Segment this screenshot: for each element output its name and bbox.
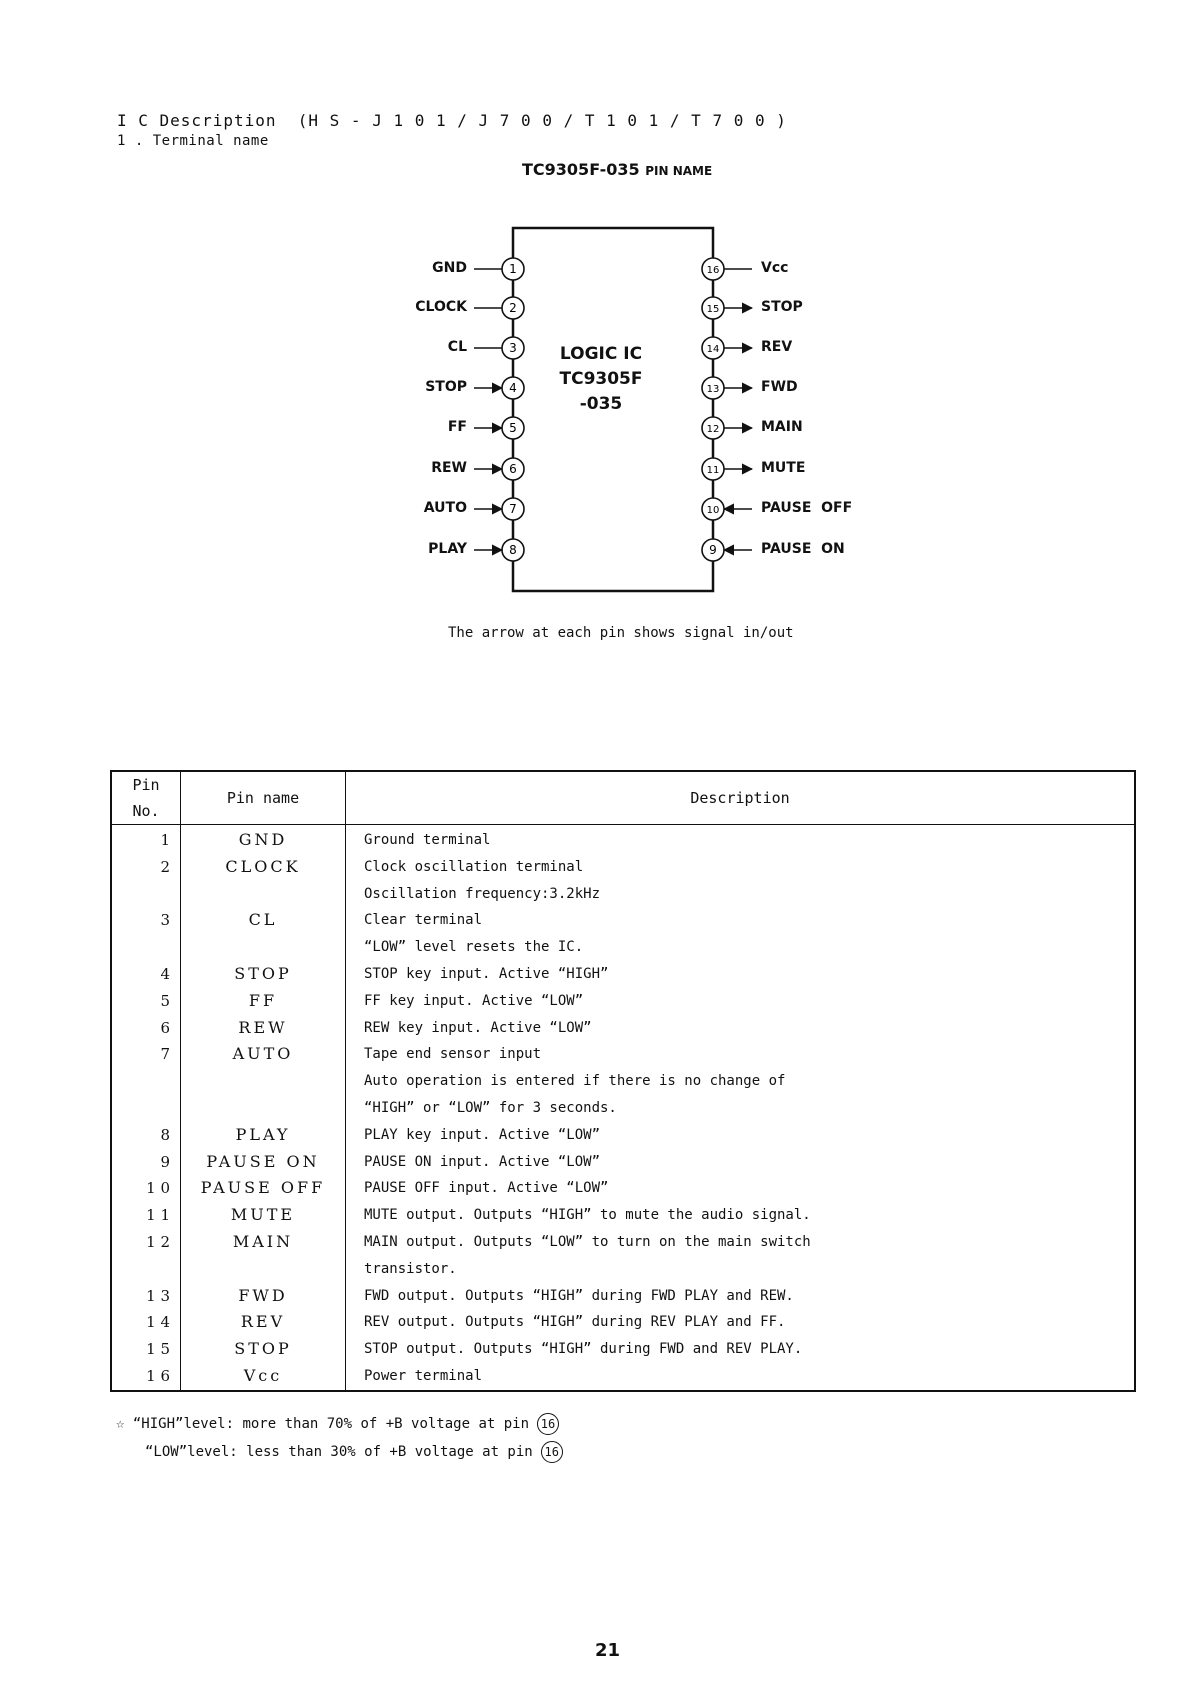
high-level-text: “HIGH”level: more than 70% of +B voltage at pin <box>132 1416 530 1432</box>
description-cell: MAIN output. Outputs “LOW” to turn on the main switch <box>364 1233 811 1250</box>
pin-name-cell <box>181 1068 346 1095</box>
pin-no-cell: 1 3 <box>111 1283 181 1310</box>
table-row <box>111 1122 1135 1149</box>
pin-label-gnd: GND <box>432 260 467 276</box>
diagram-title-main: TC9305F-035 <box>522 160 640 179</box>
table-row <box>111 988 1135 1015</box>
description-cell: PLAY key input. Active “LOW” <box>364 1126 601 1143</box>
pin-no-cell: 1 5 <box>111 1336 181 1363</box>
table-row <box>111 934 1135 961</box>
diagram-caption: The arrow at each pin shows signal in/out <box>448 625 794 641</box>
description-cell: Oscillation frequency:3.2kHz <box>364 885 601 902</box>
pin-name-cell <box>181 1256 346 1283</box>
table-row <box>111 1336 1135 1363</box>
table-row <box>111 1041 1135 1068</box>
description-cell: REV output. Outputs “HIGH” during REV PLAY and FF. <box>364 1314 786 1331</box>
pin-name-cell: CLOCK <box>181 854 346 881</box>
star-icon: ☆ <box>116 1416 125 1432</box>
pin-number-9: 9 <box>709 543 717 557</box>
description-cell: transistor. <box>364 1260 457 1277</box>
table-row <box>111 907 1135 934</box>
header-pin-no-line2: No. <box>132 802 160 820</box>
pin-label-stop: STOP <box>761 299 803 315</box>
table-row <box>111 1068 1135 1095</box>
description-cell: Clock oscillation terminal <box>364 858 584 875</box>
table-row <box>111 1309 1135 1336</box>
pin-number-4: 4 <box>509 381 517 395</box>
chip-label-line1: LOGIC IC <box>559 344 643 364</box>
pin-label-auto: AUTO <box>423 500 467 516</box>
table-row <box>111 825 1135 854</box>
pin-label-vcc: Vcc <box>761 260 789 276</box>
chip-label-line2: TC9305F <box>559 369 643 389</box>
pin-table <box>110 770 1136 1392</box>
pin-no-cell: 3 <box>111 907 181 934</box>
description-cell: MUTE output. Outputs “HIGH” to mute the audio signal. <box>364 1207 811 1224</box>
pin-number-15: 15 <box>706 304 720 315</box>
pin-no-cell <box>111 881 181 908</box>
table-row <box>111 1363 1135 1391</box>
description-cell: “LOW” level resets the IC. <box>364 939 584 956</box>
pin-label-ff: FF <box>447 419 467 435</box>
description-cell: “HIGH” or “LOW” for 3 seconds. <box>364 1099 617 1116</box>
pin-label-pause-on: PAUSE ON <box>761 541 845 557</box>
pin-label-pause-off: PAUSE OFF <box>761 500 853 516</box>
high-level-note <box>116 1413 559 1435</box>
pin-no-cell: 1 1 <box>111 1202 181 1229</box>
description-cell: Ground terminal <box>364 832 491 848</box>
pin-name-cell: FF <box>181 988 346 1015</box>
pin-label-rew: REW <box>431 460 467 476</box>
pin-label-play: PLAY <box>428 541 467 557</box>
table-row <box>111 1149 1135 1176</box>
header-pin-no-line1: Pin <box>132 776 160 794</box>
pin-number-2: 2 <box>509 301 517 315</box>
pin-name-cell: PAUSE OFF <box>181 1175 346 1202</box>
pin-label-cl: CL <box>447 339 467 355</box>
low-level-text: “LOW”level: less than 30% of +B voltage at pin <box>145 1444 533 1460</box>
pin-label-clock: CLOCK <box>415 299 467 315</box>
table-row <box>111 1256 1135 1283</box>
pin-no-cell: 1 4 <box>111 1309 181 1336</box>
pin-no-cell <box>111 1068 181 1095</box>
table-header-row <box>111 771 1135 825</box>
description-cell: Power terminal <box>364 1367 483 1384</box>
table-row <box>111 1095 1135 1122</box>
description-cell: Clear terminal <box>364 912 483 929</box>
pin-no-cell <box>111 934 181 961</box>
pin-name-cell: Vcc <box>181 1363 346 1391</box>
pin-name-cell: FWD <box>181 1283 346 1310</box>
header-description: Description <box>346 771 1136 825</box>
description-cell: Tape end sensor input <box>364 1046 542 1063</box>
pin-name-cell: REV <box>181 1309 346 1336</box>
pin-ref-circle: 16 <box>537 1413 559 1435</box>
pin-no-cell: 1 0 <box>111 1175 181 1202</box>
pin-no-cell: 4 <box>111 961 181 988</box>
pin-name-cell <box>181 934 346 961</box>
table-row <box>111 854 1135 881</box>
table-row <box>111 881 1135 908</box>
header-pin-no <box>111 771 181 825</box>
pin-ref-circle: 16 <box>541 1441 563 1463</box>
low-level-note <box>145 1441 563 1463</box>
pin-label-mute: MUTE <box>761 460 806 476</box>
pin-name-cell: REW <box>181 1015 346 1042</box>
pin-no-cell: 2 <box>111 854 181 881</box>
pin-no-cell: 5 <box>111 988 181 1015</box>
pin-number-8: 8 <box>509 543 517 557</box>
pin-name-cell: MUTE <box>181 1202 346 1229</box>
pin-number-1: 1 <box>509 262 517 276</box>
description-cell: PAUSE ON input. Active “LOW” <box>364 1153 601 1170</box>
pin-number-6: 6 <box>509 462 517 476</box>
pin-no-cell <box>111 1256 181 1283</box>
pin-name-cell <box>181 881 346 908</box>
pin-no-cell: 9 <box>111 1149 181 1176</box>
pin-number-14: 14 <box>706 344 720 355</box>
pin-number-12: 12 <box>706 424 720 435</box>
description-cell: PAUSE OFF input. Active “LOW” <box>364 1180 609 1197</box>
pin-number-7: 7 <box>509 502 517 516</box>
pin-number-16: 16 <box>706 265 720 276</box>
pin-no-cell: 8 <box>111 1122 181 1149</box>
page-number: 21 <box>595 1640 621 1661</box>
pin-label-stop: STOP <box>425 379 467 395</box>
table-row <box>111 1175 1135 1202</box>
description-cell: Auto operation is entered if there is no change of <box>364 1073 786 1090</box>
table-row <box>111 1283 1135 1310</box>
table-row <box>111 1229 1135 1256</box>
pin-no-cell <box>111 1095 181 1122</box>
pin-no-cell: 6 <box>111 1015 181 1042</box>
pin-name-cell <box>181 1095 346 1122</box>
pin-no-cell: 7 <box>111 1041 181 1068</box>
pin-number-10: 10 <box>706 505 720 516</box>
pin-label-main: MAIN <box>761 419 803 435</box>
pin-name-cell: STOP <box>181 961 346 988</box>
description-cell: FF key input. Active “LOW” <box>364 992 584 1009</box>
header-pin-name: Pin name <box>181 771 346 825</box>
description-cell: REW key input. Active “LOW” <box>364 1019 592 1036</box>
chip-label-line3: -035 <box>579 394 623 414</box>
description-cell: STOP key input. Active “HIGH” <box>364 965 609 982</box>
pin-name-cell: CL <box>181 907 346 934</box>
pin-number-5: 5 <box>509 421 517 435</box>
pin-no-cell: 1 6 <box>111 1363 181 1391</box>
pin-number-11: 11 <box>706 465 720 476</box>
diagram-title-suffix: PIN NAME <box>645 164 713 178</box>
table-row <box>111 1015 1135 1042</box>
pin-name-cell: STOP <box>181 1336 346 1363</box>
pin-number-13: 13 <box>706 384 720 395</box>
description-cell: STOP output. Outputs “HIGH” during FWD and REV PLAY. <box>364 1341 803 1358</box>
pin-name-cell: AUTO <box>181 1041 346 1068</box>
description-cell: FWD output. Outputs “HIGH” during FWD PLAY and REW. <box>364 1287 794 1304</box>
pin-name-cell: GND <box>181 825 346 854</box>
pin-no-cell: 1 <box>111 825 181 854</box>
pin-no-cell: 1 2 <box>111 1229 181 1256</box>
pin-name-cell: MAIN <box>181 1229 346 1256</box>
pin-name-cell: PAUSE ON <box>181 1149 346 1176</box>
table-row <box>111 1202 1135 1229</box>
table-row <box>111 961 1135 988</box>
section-heading: I C Description (H S - J 1 0 1 ∕ J 7 0 0 ∕ T 1 0 1 ∕ T 7 0 0 ) <box>117 111 787 130</box>
pin-number-3: 3 <box>509 341 517 355</box>
pin-label-fwd: FWD <box>761 379 798 395</box>
pin-name-cell: PLAY <box>181 1122 346 1149</box>
pin-label-rev: REV <box>761 339 793 355</box>
subsection-heading: 1 . Terminal name <box>117 133 269 149</box>
